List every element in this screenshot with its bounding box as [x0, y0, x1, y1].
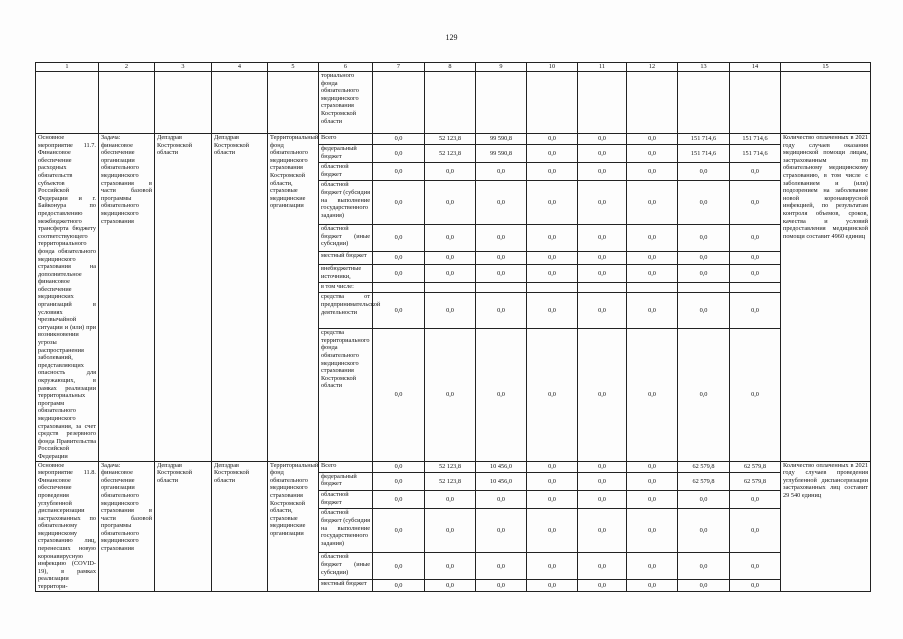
amount-cell: 0,0	[527, 509, 578, 553]
amount-cell: 0,0	[527, 329, 578, 461]
amount-cell: 0,0	[678, 329, 730, 461]
amount-cell: 0,0	[627, 134, 678, 145]
amount-cell: 0,0	[730, 580, 781, 591]
amount-cell: 0,0	[730, 553, 781, 580]
amount-cell: 0,0	[678, 265, 730, 283]
amount-cell: 0,0	[527, 145, 578, 163]
header-cell: 14	[730, 63, 781, 72]
funding-source: внебюджетные источники,	[319, 265, 373, 283]
amount-cell: 0,0	[627, 265, 678, 283]
amount-cell: 0,0	[578, 461, 627, 472]
amount-cell: 0,0	[373, 163, 425, 181]
header-cell: 3	[155, 63, 212, 72]
amount-cell: 0,0	[373, 472, 425, 490]
amount-cell	[627, 283, 678, 293]
measure-col2: Задача: финансовое обеспечение организации обязательного медицинского страхования в части базовой программы обязательного медицинского страхования	[99, 461, 155, 591]
funding-source: областной бюджет (иные субсидии)	[319, 225, 373, 252]
amount-cell: 0,0	[730, 491, 781, 509]
amount-cell: 0,0	[476, 265, 527, 283]
amount-cell: 0,0	[578, 580, 627, 591]
amount-cell: 62 579,8	[678, 461, 730, 472]
amount-cell: 0,0	[373, 145, 425, 163]
amount-cell: 99 590,8	[476, 134, 527, 145]
amount-cell: 0,0	[425, 293, 476, 329]
amount-cell: 0,0	[476, 329, 527, 461]
header-cell: 12	[627, 63, 678, 72]
amount-cell: 0,0	[373, 265, 425, 283]
amount-cell: 0,0	[678, 491, 730, 509]
amount-cell: 0,0	[627, 580, 678, 591]
amount-cell: 0,0	[578, 491, 627, 509]
amount-cell: 0,0	[627, 225, 678, 252]
amount-cell: 0,0	[627, 145, 678, 163]
amount-cell: 0,0	[527, 225, 578, 252]
amount-cell: 0,0	[730, 251, 781, 264]
amount-cell: 0,0	[373, 580, 425, 591]
amount-cell: 0,0	[476, 293, 527, 329]
amount-cell: 99 590,8	[476, 145, 527, 163]
amount-cell: 0,0	[730, 181, 781, 225]
amount-cell: 151 714,6	[678, 134, 730, 145]
header-cell: 4	[212, 63, 268, 72]
amount-cell: 0,0	[527, 293, 578, 329]
amount-cell: 62 579,8	[678, 472, 730, 490]
amount-cell: 0,0	[476, 225, 527, 252]
measure-result: Количество оплаченных в 2021 году случаев проведения углубленной диспансеризации застрахованных лиц составит 29 540 единиц	[781, 461, 871, 591]
amount-cell: 0,0	[425, 580, 476, 591]
amount-cell: 0,0	[678, 181, 730, 225]
measure-col2: Задача: финансовое обеспечение организации обязательного медицинского страхования в части базовой программы обязательного медицинского страхования	[99, 134, 155, 462]
amount-cell: 0,0	[627, 251, 678, 264]
amount-cell: 0,0	[678, 293, 730, 329]
amount-cell	[730, 283, 781, 293]
amount-cell: 0,0	[578, 293, 627, 329]
amount-cell: 0,0	[476, 251, 527, 264]
amount-cell: 0,0	[627, 472, 678, 490]
amount-cell: 0,0	[425, 163, 476, 181]
amount-cell: 151 714,6	[678, 145, 730, 163]
funding-source: областной бюджет (иные субсидии)	[319, 553, 373, 580]
measure-col3: Депздрав Костромской области	[155, 461, 212, 591]
amount-cell	[678, 283, 730, 293]
funding-source: Всего	[319, 134, 373, 145]
amount-cell: 0,0	[373, 329, 425, 461]
header-cell: 9	[476, 63, 527, 72]
amount-cell: 0,0	[578, 225, 627, 252]
amount-cell: 0,0	[578, 163, 627, 181]
measure-col1: Основное мероприятие 11.7. Финансовое обеспечение расходных обязательств субъектов Российской Федерации и г. Байконура по предоставлению межбюджетного трансферта бюджету соответствующего территориального фонда обязательного медицинского страхования на дополнительное финансовое обеспечение медицинских организаций в условиях чрезвычайной ситуации и (или) при возникновении угрозы распространения заболеваний, представляющих опасность для окружающих, в рамках реализации территориальных программ обязательного медицинского страхования, за счет средств резервного фонда Правительства Российской Федерации	[36, 134, 99, 462]
amount-cell: 0,0	[578, 181, 627, 225]
amount-cell: 0,0	[678, 580, 730, 591]
amount-cell	[578, 283, 627, 293]
amount-cell: 0,0	[578, 329, 627, 461]
header-cell: 13	[678, 63, 730, 72]
amount-cell: 0,0	[527, 265, 578, 283]
amount-cell: 0,0	[373, 293, 425, 329]
amount-cell: 0,0	[476, 491, 527, 509]
amount-cell: 0,0	[373, 225, 425, 252]
budget-row	[36, 461, 871, 472]
amount-cell: 0,0	[527, 553, 578, 580]
measure-col5: Территориальный фонд обязательного медицинского страхования Костромской области, страховые медицинские организации	[268, 461, 319, 591]
header-cell: 11	[578, 63, 627, 72]
amount-cell: 0,0	[476, 580, 527, 591]
amount-cell: 52 123,8	[425, 472, 476, 490]
amount-cell: 0,0	[627, 509, 678, 553]
funding-source: областной бюджет	[319, 491, 373, 509]
amount-cell: 52 123,8	[425, 145, 476, 163]
amount-cell: 151 714,6	[730, 134, 781, 145]
amount-cell: 0,0	[425, 251, 476, 264]
amount-cell: 0,0	[527, 580, 578, 591]
amount-cell: 151 714,6	[730, 145, 781, 163]
header-cell: 5	[268, 63, 319, 72]
amount-cell: 0,0	[373, 509, 425, 553]
amount-cell: 0,0	[527, 461, 578, 472]
amount-cell: 0,0	[578, 134, 627, 145]
amount-cell: 0,0	[627, 553, 678, 580]
amount-cell: 0,0	[425, 329, 476, 461]
measure-col1: Основное мероприятие 11.8. Финансовое обеспечение проведения углубленной диспансеризации застрахованных по обязательному медицинскому страхованию лиц, перенесших новую коронавирусную инфекцию (COVID-19), в рамках реализации территори-	[36, 461, 99, 591]
amount-cell: 0,0	[730, 225, 781, 252]
header-cell: 7	[373, 63, 425, 72]
header-cell: 8	[425, 63, 476, 72]
amount-cell: 0,0	[578, 509, 627, 553]
amount-cell: 0,0	[527, 251, 578, 264]
amount-cell: 0,0	[678, 509, 730, 553]
amount-cell: 0,0	[425, 265, 476, 283]
header-cell: 2	[99, 63, 155, 72]
amount-cell: 0,0	[527, 472, 578, 490]
header-cell: 10	[527, 63, 578, 72]
page-number: 129	[445, 33, 458, 42]
amount-cell: 0,0	[627, 163, 678, 181]
measure-col4: Депздрав Костромской области	[212, 134, 268, 462]
amount-cell: 0,0	[527, 163, 578, 181]
amount-cell: 10 456,0	[476, 472, 527, 490]
amount-cell: 0,0	[425, 491, 476, 509]
amount-cell: 0,0	[627, 461, 678, 472]
source-cell: ториального фонда обязательного медицинского страхования Костромской области	[319, 72, 373, 134]
amount-cell: 0,0	[476, 553, 527, 580]
funding-source: федеральный бюджет	[319, 472, 373, 490]
amount-cell: 0,0	[730, 509, 781, 553]
funding-source: Всего	[319, 461, 373, 472]
amount-cell: 0,0	[476, 509, 527, 553]
amount-cell: 10 456,0	[476, 461, 527, 472]
amount-cell: 0,0	[578, 251, 627, 264]
measure-result: Количество оплаченных в 2021 году случаев оказания медицинской помощи лицам, застрахованным по обязательному медицинскому страхованию, в том числе с заболеванием и (или) подозрением на заболевание новой коронавирусной инфекцией, по результатам контроля объемов, сроков, качества и условий предоставления медицинской помощи составит 4960 единиц	[781, 134, 871, 462]
amount-cell: 0,0	[373, 461, 425, 472]
amount-cell: 0,0	[678, 553, 730, 580]
amount-cell: 0,0	[578, 145, 627, 163]
amount-cell: 0,0	[730, 329, 781, 461]
amount-cell: 0,0	[627, 181, 678, 225]
amount-cell: 0,0	[730, 293, 781, 329]
amount-cell: 0,0	[425, 181, 476, 225]
amount-cell: 62 579,8	[730, 461, 781, 472]
header-cell: 15	[781, 63, 871, 72]
amount-cell: 0,0	[373, 491, 425, 509]
amount-cell: 0,0	[627, 491, 678, 509]
amount-cell: 0,0	[578, 265, 627, 283]
funding-source: местный бюджет	[319, 251, 373, 264]
measure-col3: Депздрав Костромской области	[155, 134, 212, 462]
funding-source: областной бюджет (субсидия на выполнение государственного задания)	[319, 509, 373, 553]
amount-cell: 0,0	[373, 134, 425, 145]
amount-cell: 0,0	[627, 293, 678, 329]
continuation-row	[36, 72, 871, 134]
funding-source: областной бюджет (субсидия на выполнение государственного задания)	[319, 181, 373, 225]
funding-source: местный бюджет	[319, 580, 373, 591]
amount-cell	[476, 283, 527, 293]
amount-cell: 0,0	[678, 251, 730, 264]
amount-cell: 0,0	[678, 225, 730, 252]
funding-source: областной бюджет	[319, 163, 373, 181]
amount-cell: 0,0	[373, 251, 425, 264]
funding-source: федеральный бюджет	[319, 145, 373, 163]
measure-col5: Территориальный фонд обязательного медицинского страхования Костромской области, страховые медицинские организации	[268, 134, 319, 462]
header-cell: 6	[319, 63, 373, 72]
amount-cell: 52 123,8	[425, 134, 476, 145]
amount-cell: 0,0	[425, 509, 476, 553]
amount-cell: 0,0	[527, 181, 578, 225]
budget-table	[35, 62, 871, 592]
budget-row	[36, 134, 871, 145]
amount-cell: 0,0	[578, 553, 627, 580]
measure-col4: Депздрав Костромской области	[212, 461, 268, 591]
amount-cell: 0,0	[373, 181, 425, 225]
amount-cell: 0,0	[627, 329, 678, 461]
funding-source: в том числе:	[319, 283, 373, 293]
amount-cell	[373, 283, 425, 293]
amount-cell	[425, 283, 476, 293]
amount-cell: 0,0	[425, 225, 476, 252]
amount-cell: 0,0	[373, 553, 425, 580]
amount-cell: 0,0	[527, 134, 578, 145]
header-row	[36, 63, 871, 72]
amount-cell: 0,0	[730, 265, 781, 283]
amount-cell: 0,0	[476, 163, 527, 181]
amount-cell: 0,0	[527, 491, 578, 509]
amount-cell: 52 123,8	[425, 461, 476, 472]
amount-cell: 0,0	[425, 553, 476, 580]
header-cell: 1	[36, 63, 99, 72]
amount-cell	[527, 283, 578, 293]
amount-cell: 62 579,8	[730, 472, 781, 490]
funding-source: средства от предпринимательской деятельности	[319, 293, 373, 329]
amount-cell: 0,0	[678, 163, 730, 181]
amount-cell: 0,0	[578, 472, 627, 490]
funding-source: средства территориального фонда обязательного медицинского страхования Костромской области	[319, 329, 373, 461]
amount-cell: 0,0	[730, 163, 781, 181]
amount-cell: 0,0	[476, 181, 527, 225]
